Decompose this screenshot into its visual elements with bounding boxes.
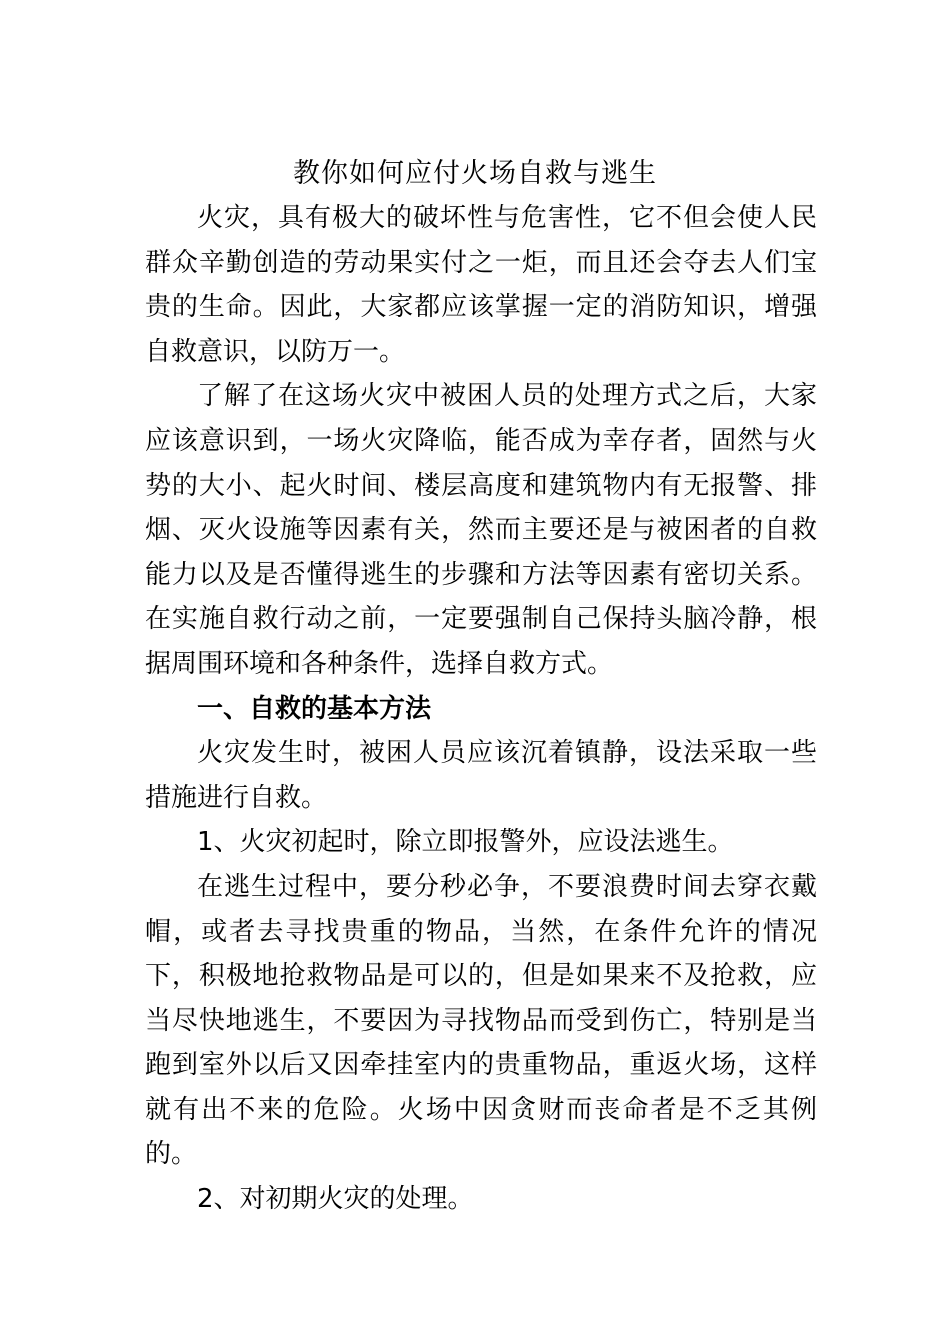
paragraph-awareness: 了解了在这场火灾中被困人员的处理方式之后，大家应该意识到，一场火灾降临，能否成为幸存者，固然与火势的大小、起火时间、楼层高度和建筑物内有无报警、排烟、灭火设施等因素有关，然而主要还是与被困者的自救能力以及是否懂得逃生的步骤和方法等因素有密切关系。在实施自救行动之前，一定要强制自己保持头脑冷静，根据周围环境和各种条件，选择自救方式。: [145, 381, 817, 679]
document-title: 教你如何应付火场自救与逃生: [293, 158, 657, 189]
section-heading-basic-methods: 一、自救的基本方法: [197, 693, 432, 724]
paragraph-stay-calm: 火灾发生时，被困人员应该沉着镇静，设法采取一些措施进行自救。: [145, 738, 817, 813]
paragraph-item-2: 2、对初期火灾的处理。: [197, 1184, 474, 1215]
paragraph-escape-details: 在逃生过程中，要分秒必争，不要浪费时间去穿衣戴帽，或者去寻找贵重的物品，当然，在条件允许的情况下，积极地抢救物品是可以的，但是如果来不及抢救，应当尽快地逃生，不要因为寻找物品而受到伤亡，特别是当跑到室外以后又因牵挂室内的贵重物品，重返火场，这样就有出不来的危险。火场中因贪财而丧命者是不乏其例的。: [145, 871, 817, 1170]
document-body: [145, 196, 817, 1222]
paragraph-intro: 火灾，具有极大的破坏性与危害性，它不但会使人民群众辛勤创造的劳动果实付之一炬，而且还会夺去人们宝贵的生命。因此，大家都应该掌握一定的消防知识，增强自救意识，以防万一。: [145, 203, 817, 367]
paragraph-item-1: 1、火灾初起时，除立即报警外，应设法逃生。: [197, 827, 734, 858]
